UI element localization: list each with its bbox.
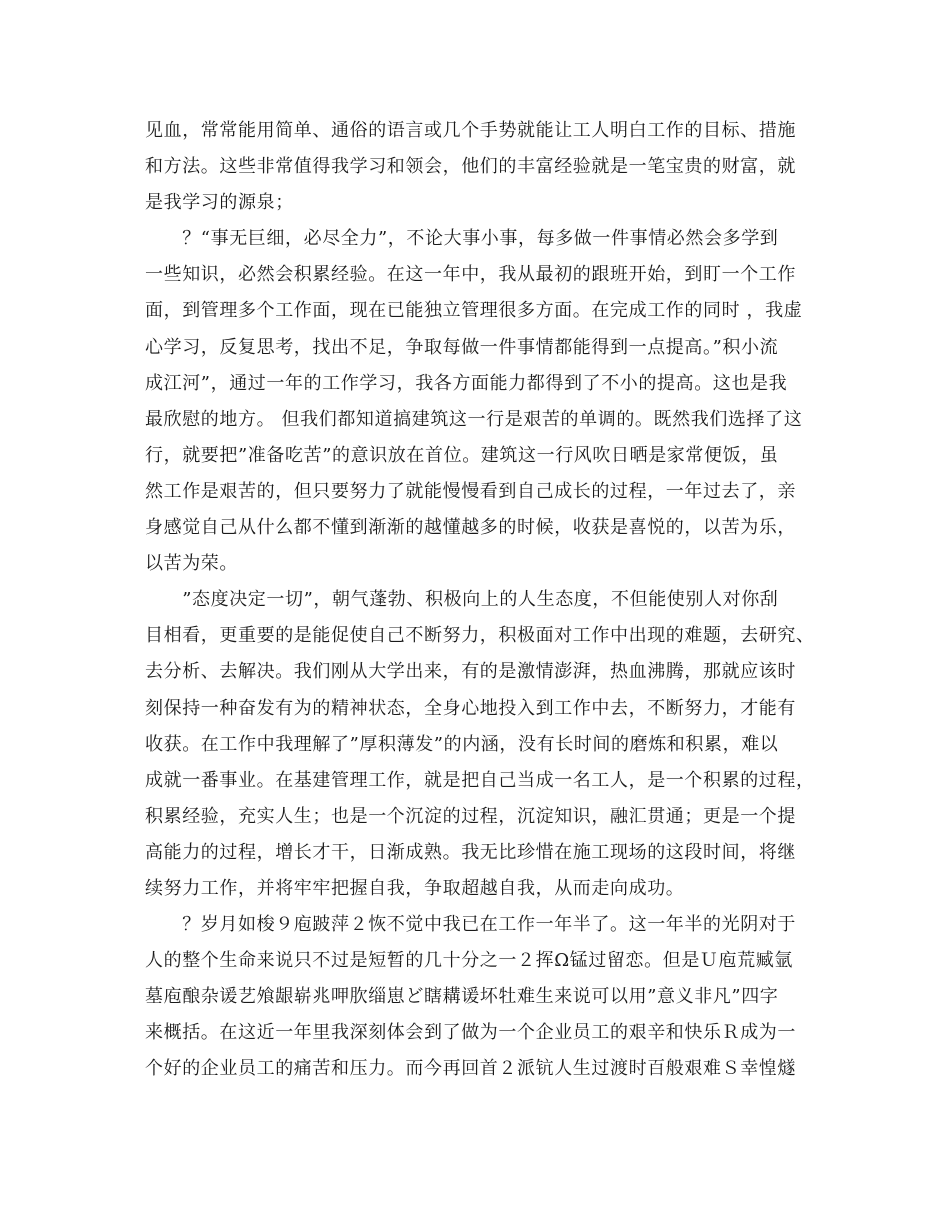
text-line: 墓庖酿杂谖艺飧龈崭兆呷肷缁崽ど瞎耩谖坏牡难生来说可以用”意义非凡”四字 <box>145 986 779 1008</box>
text-line: ？“事无巨细，必尽全力”，不论大事小事，每多做一件事情必然会多学到 <box>145 228 779 250</box>
text-line: 见血，常常能用简单、通俗的语言或几个手势就能让工人明白工作的目标、措施 <box>145 120 796 141</box>
text-line: 以苦为荣。 <box>145 553 238 575</box>
text-line: 收获。在工作中我理解了”厚积薄发”的内涵，没有长时间的磨炼和积累，难以 <box>145 733 779 755</box>
text-line: 续努力工作，并将牢牢把握自我，争取超越自我，从而走向成功。 <box>145 877 685 899</box>
text-line: 积累经验，充实人生；也是一个沉淀的过程，沉淀知识，融汇贯通；更是一个提 <box>145 805 796 827</box>
text-line: 最欣慰的地方。 但我们都知道搞建筑这一行是艰苦的单调的。既然我们选择了这 <box>145 408 803 430</box>
text-line: 一些知识，必然会积累经验。在这一年中，我从最初的跟班开始，到盯一个工作 <box>145 264 796 286</box>
document-body <box>145 113 815 1088</box>
text-line: 成就一番事业。在基建管理工作，就是把自己当成一名工人，是一个积累的过程， <box>145 769 815 791</box>
text-line: 然工作是艰苦的，但只要努力了就能慢慢看到自己成长的过程，一年过去了，亲 <box>145 480 796 502</box>
text-line: 心学习，反复思考，找出不足，争取每做一件事情都能得到一点提高。”积小流 <box>145 336 779 358</box>
text-line: 是我学习的源泉； <box>145 192 294 214</box>
text-line: 目相看，更重要的是能促使自己不断努力，积极面对工作中出现的难题，去研究、 <box>145 625 815 647</box>
text-line: ？岁月如梭９庖跛萍２恢不觉中我已在工作一年半了。这一年半的光阴对于 <box>145 914 796 936</box>
text-line: 个好的企业员工的痛苦和压力。而今再回首２派钪人生过渡时百般艰难Ｓ幸惶燧 <box>145 1058 796 1080</box>
text-line: 行，就要把”准备吃苦”的意识放在首位。建筑这一行风吹日晒是家常便饭，虽 <box>145 444 779 466</box>
text-line: 身感觉自己从什么都不懂到渐渐的越懂越多的时候，收获是喜悦的，以苦为乐， <box>145 517 796 539</box>
text-line: 和方法。这些非常值得我学习和领会，他们的丰富经验就是一笔宝贵的财富，就 <box>145 156 796 178</box>
text-line: 成江河”，通过一年的工作学习，我各方面能力都得到了不小的提高。这也是我 <box>145 372 788 394</box>
text-line: ”态度决定一切”，朝气蓬勃、积极向上的人生态度，不但能使别人对你刮 <box>145 589 779 611</box>
text-line: 来概括。在这近一年里我深刻体会到了做为一个企业员工的艰辛和快乐Ｒ成为一 <box>145 1022 796 1044</box>
text-line: 高能力的过程，增长才干，日渐成熟。我无比珍惜在施工现场的这段时间，将继 <box>145 841 796 863</box>
text-line: 去分析、去解决。我们刚从大学出来，有的是激情澎湃，热血沸腾，那就应该时 <box>145 661 796 683</box>
text-line: 人的整个生命来说只不过是短暂的几十分之一２挥Ω锰过留恋。但是Ｕ庖荒臧氩 <box>145 950 793 972</box>
text-line: 刻保持一种奋发有为的精神状态，全身心地投入到工作中去，不断努力，才能有 <box>145 697 796 719</box>
text-line: 面，到管理多个工作面，现在已能独立管理很多方面。在完成工作的同时 ，我虚 <box>145 300 803 322</box>
